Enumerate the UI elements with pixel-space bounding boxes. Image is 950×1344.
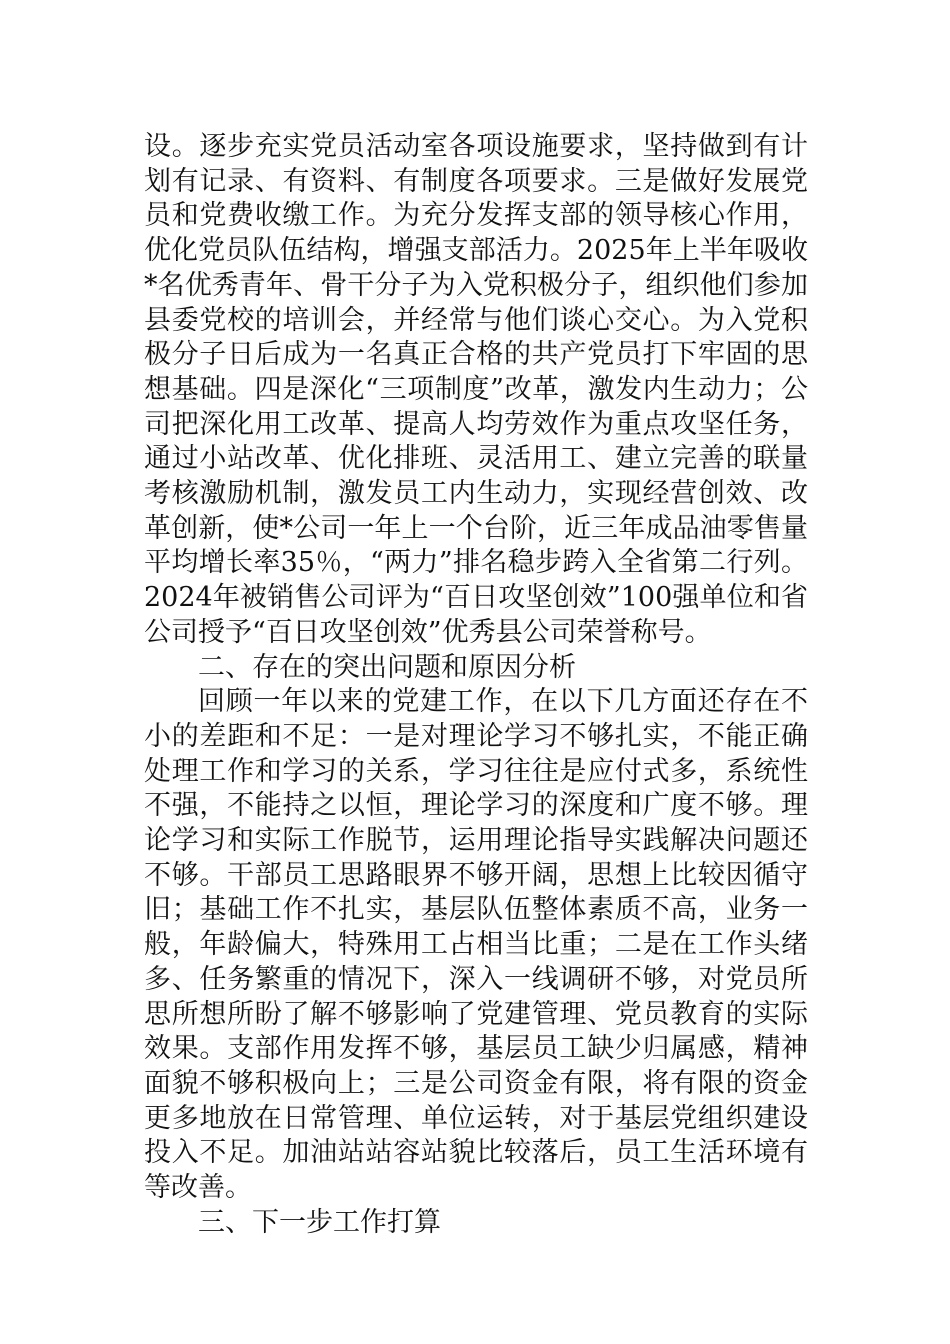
section-heading-next-steps: 三、下一步工作打算 xyxy=(198,1206,441,1238)
body-paragraph-problems: 回顾一年以来的党建工作，在以下几方面还存在不小的差距和不足：一是对理论学习不够扎实，不能正确处理工作和学习的关系，学习往往是应付式多，系统性不强，不能持之以恒，理论学习的深度和广度不够。理论学习和实际工作脱节，运用理论指导实践解决问题还不够。干部员工思路眼界不够开阔，思想上比较因循守旧；基础工作不扎实，基层队伍整体素质不高，业务一般，年龄偏大，特殊用工占相当比重；二是在工作头绪多、任务繁重的情况下，深入一线调研不够，对党员所思所想所盼了解不够影响了党建管理、党员教育的实际效果。支部作用发挥不够，基层员工缺少归属感，精神面貌不够积极向上；三是公司资金有限，将有限的资金更多地放在日常管理、单位运转，对于基层党组织建设投入不足。加油站站容站貌比较落后，员工生活环境有等改善。 xyxy=(144,686,808,1204)
document-body xyxy=(144,130,808,1241)
section-heading-problems: 二、存在的突出问题和原因分析 xyxy=(198,651,576,683)
body-paragraph-continuation: 设。逐步充实党员活动室各项设施要求，坚持做到有计划有记录、有资料、有制度各项要求。三是做好发展党员和党费收缴工作。为充分发挥支部的领导核心作用，优化党员队伍结构，增强支部活力。2025年上半年吸收*名优秀青年、骨干分子为入党积极分子，组织他们参加县委党校的培训会，并经常与他们谈心交心。为入党积极分子日后成为一名真正合格的共产党员打下牢固的思想基础。四是深化“三项制度”改革，激发内生动力；公司把深化用工改革、提高人均劳效作为重点攻坚任务，通过小站改革、优化排班、灵活用工、建立完善的联量考核激励机制，激发员工内生动力，实现经营创效、改革创新，使*公司一年上一个台阶，近三年成品油零售量平均增长率35％，“两力”排名稳步跨入全省第二行列。2024年被销售公司评为“百日攻坚创效”100强单位和省公司授予“百日攻坚创效”优秀县公司荣誉称号。 xyxy=(144,131,808,648)
